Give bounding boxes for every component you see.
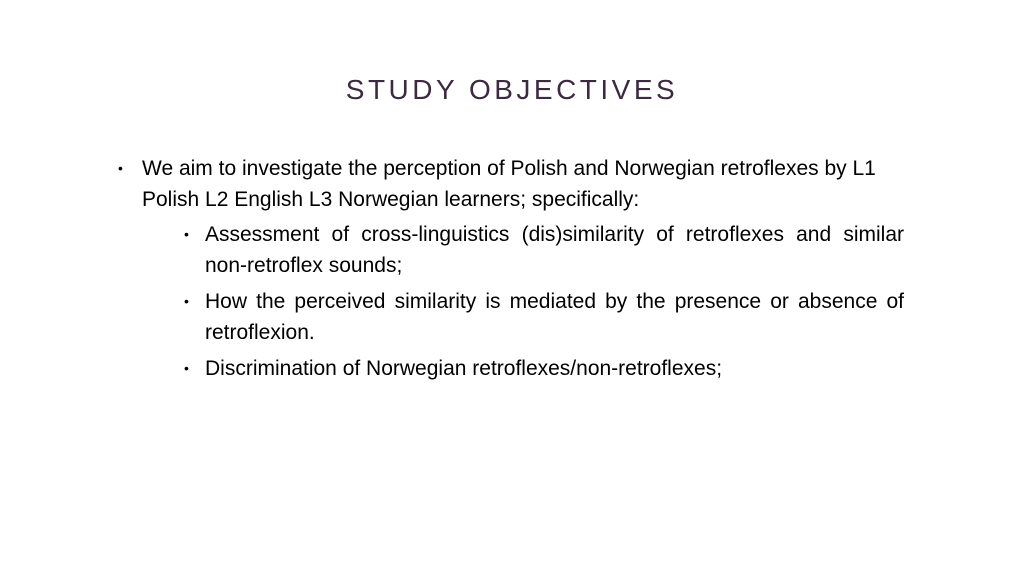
slide-content: [116, 153, 904, 389]
list-item-sub: [168, 219, 904, 281]
list-item-sub: [168, 353, 904, 384]
sub-bullet-list: [142, 219, 904, 384]
bullet-icon: •: [184, 226, 189, 242]
bullet-icon: •: [184, 293, 189, 309]
bullet-icon: •: [118, 160, 123, 176]
list-item-sub: [168, 286, 904, 348]
list-item-main: [116, 153, 904, 384]
slide-title: STUDY OBJECTIVES: [345, 74, 679, 105]
main-point-text: We aim to investigate the perception of Polish and Norwegian retroflexes by L1 Polish L2 English L3 Norwegian learners; specifically:: [142, 157, 876, 211]
bullet-list: [116, 153, 904, 384]
bullet-icon: •: [184, 360, 189, 376]
sub-point-text: Assessment of cross-linguistics (dis)similarity of retroflexes and similar non-retroflex sounds;: [205, 223, 904, 277]
sub-point-text: How the perceived similarity is mediated by the presence or absence of retroflexion.: [205, 290, 904, 344]
sub-point-text: Discrimination of Norwegian retroflexes/non-retroflexes;: [205, 357, 723, 380]
